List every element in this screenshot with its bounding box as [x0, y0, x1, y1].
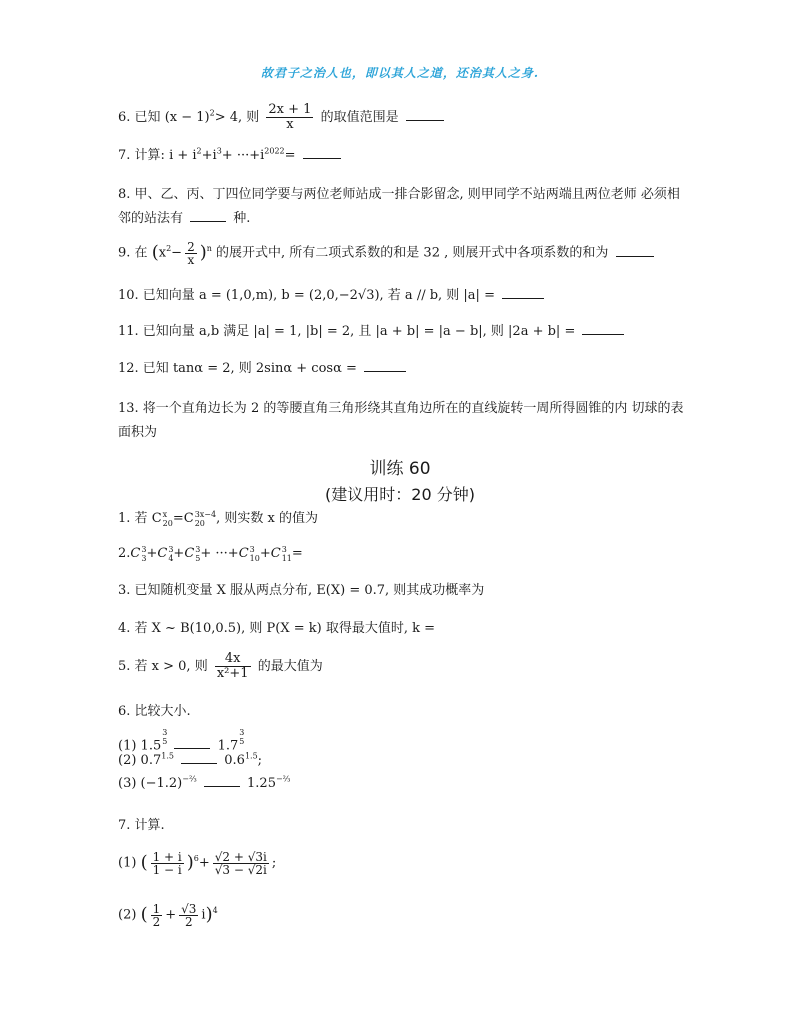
question-2-1: 1. 若 C x 20 =C 3x−4 20 , 则实数 x 的值为: [118, 509, 318, 528]
question-2-4: 4. 若 X ~ B(10,0.5), 则 P(X = k) 取得最大值时, k =: [118, 621, 436, 636]
fraction: $\frac{1}{2}$: [152, 901, 161, 929]
question-2-7-row-1: (1) ( $\frac{1 + i}{1 - i}$ )$^6$+ $\frac{√2 + √3i}{√3 - √2i}$ ;: [118, 849, 277, 877]
fraction: $\frac{4x}{\text{x²+1}}$: [216, 651, 249, 681]
question-2-6-row-2: (2) $0.7^{1.5}$ $0.6^{1.5}$;: [118, 751, 263, 768]
header-motto: 故君子之治人也，即以其人之道，还治其人之身.: [260, 66, 540, 80]
combination-term: C 3 4 +: [157, 544, 185, 563]
section-subtitle: (建议用时：20 分钟): [325, 485, 475, 504]
answer-blank[interactable]: [406, 108, 444, 121]
question-2-6-row-3: (3) $(-1.2)^{-\frac{2}{3}}$ $1.25^{-\frac{2}{3}}$: [118, 774, 291, 791]
question-9: 9. 在 ($x^2-$ $\frac{2}{x}$ )$^n$ 的展开式中, 所有二项式系数的和是 32 , 则展开式中各项系数的和为: [118, 240, 688, 267]
answer-blank[interactable]: [190, 209, 226, 222]
answer-blank[interactable]: [204, 774, 240, 787]
question-2-2: 2.C 3 3 +C 3 4 +C 3 5 + ···+C 3 10 +C 3 11 =: [118, 544, 303, 563]
answer-blank[interactable]: [616, 244, 654, 257]
question-6: 6. 已知 $(x - 1)^2> 4$, 则 $\frac{2x + 1}{x}$ 的取值范围是: [118, 103, 688, 132]
answer-blank[interactable]: [303, 146, 341, 159]
question-2-6-label: 6. 比较大小.: [118, 704, 191, 719]
answer-blank[interactable]: [582, 322, 624, 335]
question-2-7-row-2: (2) ( $\frac{1}{2}$ + $\frac{√3}{2}$ i)$^4$: [118, 901, 218, 929]
question-13: 13. 将一个直角边长为 2 的等腰直角三角形绕其直角边所在的直线旋转一周所得圆锥的内 切球的表面积为: [118, 401, 684, 440]
answer-blank[interactable]: [174, 736, 210, 749]
question-2-6-row-1: (1) 1.5 3 5 1.7 3 5: [118, 728, 245, 754]
question-2-5: 5. 若 x > 0, 则 $\frac{4x}{\text{x²+1}}$ 的最大值为: [118, 651, 323, 681]
question-11: 11. 已知向量 a,b 满足 |a| = 1, |b| = 2, 且 |a + b| = |a − b|, 则 |2a + b| =: [118, 321, 688, 343]
combination-term: C 3 3 +: [130, 544, 158, 563]
question-12: 12. 已知 tanα = 2, 则 2sinα + cosα =: [118, 358, 688, 380]
combination-sum: [130, 546, 302, 561]
answer-blank[interactable]: [364, 359, 406, 372]
question-2-7-label: 7. 计算.: [118, 818, 165, 833]
fraction: $\frac{√3}{2}$: [181, 901, 197, 929]
answer-blank[interactable]: [181, 751, 217, 764]
combination-term: C 3 10 +: [238, 544, 271, 563]
answer-blank[interactable]: [502, 286, 544, 299]
question-2-3: 3. 已知随机变量 X 服从两点分布, E(X) = 0.7, 则其成功概率为: [118, 583, 485, 598]
question-10: 10. 已知向量 a = (1,0,m), b = (2,0,−2√3), 若 a // b, 则 |a| =: [118, 285, 688, 307]
fraction: $\frac{2x + 1}{x}$: [268, 102, 312, 132]
section-title: 训练 60: [369, 459, 431, 479]
combination-term: C 3 11 =: [270, 544, 303, 563]
combination-term: C 3 5 + ···+: [184, 544, 239, 563]
fraction: $\frac{2}{x}$: [187, 239, 195, 267]
question-7: 7. 计算: $i + i^2+i^3+ \cdot\cdot\cdot+i^{2022}=$: [118, 145, 688, 167]
question-8: 8. 甲、乙、丙、丁四位同学要与两位老师站成一排合影留念, 则甲同学不站两端且两位老师 必须相邻的站法有 种.: [118, 187, 680, 226]
fraction: $\frac{√2 + √3i}{√3 - √2i}$: [214, 849, 267, 877]
fraction: $\frac{1 + i}{1 - i}$: [152, 849, 182, 877]
